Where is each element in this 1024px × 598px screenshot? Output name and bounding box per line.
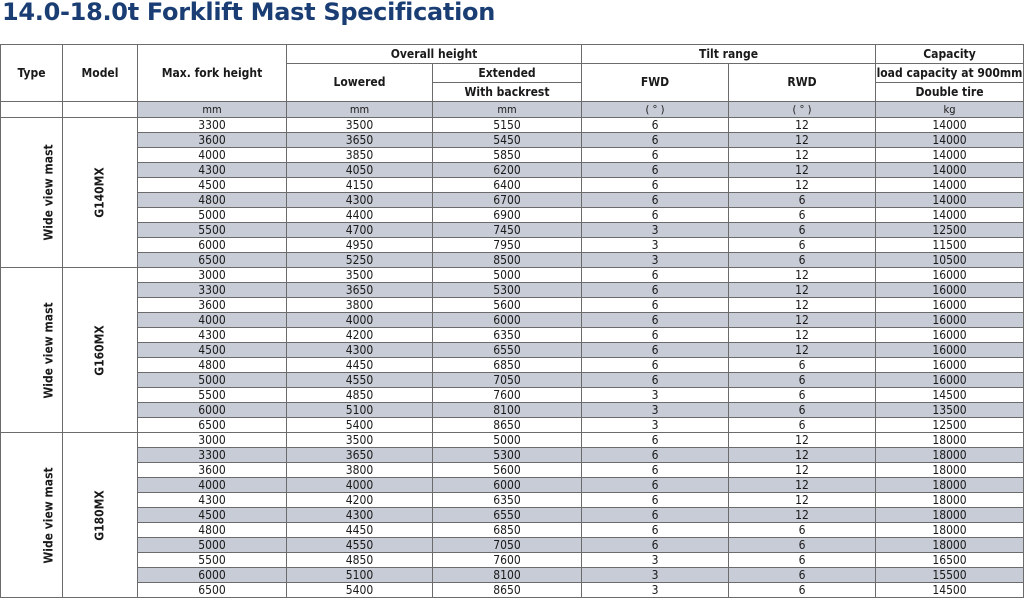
- table-cell: 16500: [876, 553, 1024, 568]
- table-cell: 16000: [876, 343, 1024, 358]
- table-row: [1, 208, 1024, 223]
- table-row: [1, 253, 1024, 268]
- mast-type-label: Wide view mast: [41, 466, 56, 564]
- table-cell: 18000: [876, 523, 1024, 538]
- table-cell: 3000: [138, 433, 287, 448]
- header-model: Model: [63, 45, 138, 102]
- table-cell: 6000: [138, 238, 287, 253]
- table-cell: 5000: [138, 373, 287, 388]
- table-row: [1, 538, 1024, 553]
- table-cell: 4300: [287, 508, 433, 523]
- table-cell: 6: [582, 433, 729, 448]
- table-cell: 12: [729, 133, 876, 148]
- table-cell: 3: [582, 418, 729, 433]
- table-row: [1, 583, 1024, 598]
- table-cell: 8650: [433, 583, 582, 598]
- spec-table-body: [1, 118, 1024, 598]
- table-cell: 18000: [876, 448, 1024, 463]
- mast-type-label: Wide view mast: [41, 301, 56, 399]
- table-row: [1, 478, 1024, 493]
- table-cell: 14000: [876, 118, 1024, 133]
- units-blank-type: [1, 102, 63, 118]
- table-cell: 14000: [876, 148, 1024, 163]
- table-cell: 6: [582, 118, 729, 133]
- table-cell: 5400: [287, 418, 433, 433]
- table-cell: 6: [582, 448, 729, 463]
- table-cell: 18000: [876, 478, 1024, 493]
- table-cell: 16000: [876, 268, 1024, 283]
- table-cell: 4300: [287, 343, 433, 358]
- model-label: G140MX: [92, 167, 107, 218]
- table-cell: 12: [729, 448, 876, 463]
- table-cell: 12: [729, 163, 876, 178]
- table-cell: 6200: [433, 163, 582, 178]
- table-cell: 6550: [433, 343, 582, 358]
- table-cell: 5300: [433, 448, 582, 463]
- table-cell: 3600: [138, 463, 287, 478]
- table-row: [1, 298, 1024, 313]
- table-cell: 6: [582, 283, 729, 298]
- table-cell: 16000: [876, 373, 1024, 388]
- table-cell: 3500: [287, 268, 433, 283]
- table-cell: 8650: [433, 418, 582, 433]
- table-cell: 3500: [287, 433, 433, 448]
- table-cell: 16000: [876, 328, 1024, 343]
- table-cell: 6500: [138, 418, 287, 433]
- table-cell: 6: [582, 193, 729, 208]
- table-row: [1, 388, 1024, 403]
- table-cell: 6: [582, 523, 729, 538]
- table-cell: 12: [729, 508, 876, 523]
- table-row: [1, 448, 1024, 463]
- table-cell: 12: [729, 178, 876, 193]
- group-model-cell: [63, 433, 138, 598]
- table-cell: 6000: [433, 313, 582, 328]
- table-cell: 4550: [287, 538, 433, 553]
- table-row: [1, 163, 1024, 178]
- table-row: [1, 343, 1024, 358]
- table-cell: 14000: [876, 208, 1024, 223]
- mast-spec-table: [0, 44, 1024, 598]
- table-row: [1, 268, 1024, 283]
- table-cell: 5500: [138, 388, 287, 403]
- table-cell: 6: [582, 208, 729, 223]
- header-tilt-range: Tilt range: [582, 45, 876, 64]
- table-cell: 4850: [287, 388, 433, 403]
- table-row: [1, 418, 1024, 433]
- header-lowered: Lowered: [287, 64, 433, 102]
- table-cell: 12500: [876, 223, 1024, 238]
- table-cell: 6850: [433, 358, 582, 373]
- table-row: [1, 358, 1024, 373]
- table-row: [1, 433, 1024, 448]
- table-cell: 3650: [287, 448, 433, 463]
- table-cell: 7050: [433, 373, 582, 388]
- model-label: G160MX: [92, 324, 107, 376]
- table-cell: 4000: [287, 313, 433, 328]
- table-cell: 3300: [138, 448, 287, 463]
- table-cell: 6: [582, 313, 729, 328]
- table-row: [1, 133, 1024, 148]
- table-cell: 5400: [287, 583, 433, 598]
- units-row: [1, 102, 1024, 118]
- table-cell: 6500: [138, 253, 287, 268]
- table-cell: 3: [582, 568, 729, 583]
- table-cell: 3: [582, 238, 729, 253]
- table-cell: 12: [729, 148, 876, 163]
- table-cell: 18000: [876, 493, 1024, 508]
- table-cell: 3600: [138, 298, 287, 313]
- table-cell: 6000: [138, 403, 287, 418]
- table-cell: 7050: [433, 538, 582, 553]
- table-cell: 4400: [287, 208, 433, 223]
- table-cell: 3: [582, 253, 729, 268]
- table-cell: 7600: [433, 553, 582, 568]
- table-cell: 4500: [138, 178, 287, 193]
- table-cell: 5300: [433, 283, 582, 298]
- table-cell: 5500: [138, 553, 287, 568]
- table-cell: 14500: [876, 388, 1024, 403]
- table-cell: 6: [729, 223, 876, 238]
- table-cell: 6000: [433, 478, 582, 493]
- table-row: [1, 178, 1024, 193]
- header-rwd: RWD: [729, 64, 876, 102]
- table-cell: 12: [729, 433, 876, 448]
- table-cell: 5450: [433, 133, 582, 148]
- unit-cell: ( ° ): [582, 102, 729, 118]
- group-type-cell: [1, 268, 63, 433]
- table-cell: 14000: [876, 133, 1024, 148]
- table-cell: 6: [729, 358, 876, 373]
- table-cell: 5250: [287, 253, 433, 268]
- table-cell: 4300: [138, 328, 287, 343]
- table-cell: 12500: [876, 418, 1024, 433]
- table-cell: 5000: [138, 208, 287, 223]
- table-cell: 15500: [876, 568, 1024, 583]
- table-cell: 12: [729, 268, 876, 283]
- table-row: [1, 568, 1024, 583]
- table-cell: 4800: [138, 523, 287, 538]
- table-cell: 6: [582, 493, 729, 508]
- table-cell: 6: [729, 538, 876, 553]
- unit-cell: mm: [433, 102, 582, 118]
- table-cell: 3650: [287, 133, 433, 148]
- table-cell: 4300: [138, 163, 287, 178]
- group-type-cell: [1, 433, 63, 598]
- table-cell: 6: [729, 553, 876, 568]
- table-cell: 5000: [433, 268, 582, 283]
- table-cell: 10500: [876, 253, 1024, 268]
- table-cell: 6: [729, 583, 876, 598]
- table-cell: 7600: [433, 388, 582, 403]
- table-cell: 12: [729, 343, 876, 358]
- header-double-tire: Double tire: [876, 83, 1024, 102]
- table-cell: 4550: [287, 373, 433, 388]
- table-cell: 6350: [433, 493, 582, 508]
- table-cell: 16000: [876, 358, 1024, 373]
- table-row: [1, 283, 1024, 298]
- table-row: [1, 193, 1024, 208]
- table-cell: 4800: [138, 358, 287, 373]
- group-type-cell: [1, 118, 63, 268]
- header-capacity: Capacity: [876, 45, 1024, 64]
- table-cell: 6: [582, 163, 729, 178]
- table-cell: 4000: [287, 478, 433, 493]
- table-cell: 4450: [287, 523, 433, 538]
- table-cell: 4850: [287, 553, 433, 568]
- unit-cell: kg: [876, 102, 1024, 118]
- group-model-cell: [63, 268, 138, 433]
- table-cell: 12: [729, 118, 876, 133]
- table-cell: 6: [582, 133, 729, 148]
- unit-cell: ( ° ): [729, 102, 876, 118]
- table-row: [1, 328, 1024, 343]
- table-cell: 5100: [287, 568, 433, 583]
- table-cell: 4000: [138, 478, 287, 493]
- mast-type-label: Wide view mast: [41, 144, 56, 241]
- table-cell: 4000: [138, 313, 287, 328]
- table-cell: 6: [582, 328, 729, 343]
- unit-cell: mm: [287, 102, 433, 118]
- table-cell: 4000: [138, 148, 287, 163]
- table-cell: 14000: [876, 178, 1024, 193]
- table-cell: 6500: [138, 583, 287, 598]
- table-cell: 7450: [433, 223, 582, 238]
- table-cell: 4450: [287, 358, 433, 373]
- table-cell: 6: [729, 568, 876, 583]
- table-cell: 18000: [876, 463, 1024, 478]
- header-overall-height: Overall height: [287, 45, 582, 64]
- table-cell: 4050: [287, 163, 433, 178]
- table-cell: 6: [729, 523, 876, 538]
- table-cell: 3: [582, 553, 729, 568]
- table-cell: 6400: [433, 178, 582, 193]
- table-cell: 6000: [138, 568, 287, 583]
- table-cell: 14500: [876, 583, 1024, 598]
- table-cell: 3: [582, 223, 729, 238]
- table-cell: 5850: [433, 148, 582, 163]
- table-row: [1, 373, 1024, 388]
- table-cell: 4800: [138, 193, 287, 208]
- table-cell: 11500: [876, 238, 1024, 253]
- table-cell: 5150: [433, 118, 582, 133]
- table-cell: 6: [582, 148, 729, 163]
- table-cell: 6: [729, 238, 876, 253]
- table-cell: 6: [729, 403, 876, 418]
- table-cell: 6: [582, 178, 729, 193]
- table-cell: 7950: [433, 238, 582, 253]
- table-cell: 14000: [876, 193, 1024, 208]
- table-cell: 3300: [138, 283, 287, 298]
- unit-cell: mm: [138, 102, 287, 118]
- table-cell: 4300: [138, 493, 287, 508]
- table-cell: 13500: [876, 403, 1024, 418]
- table-cell: 3: [582, 583, 729, 598]
- table-cell: 18000: [876, 508, 1024, 523]
- table-row: [1, 463, 1024, 478]
- table-cell: 3000: [138, 268, 287, 283]
- table-cell: 16000: [876, 283, 1024, 298]
- table-cell: 6: [729, 208, 876, 223]
- header-load-capacity: load capacity at 900mm: [876, 64, 1024, 83]
- table-cell: 16000: [876, 298, 1024, 313]
- table-row: [1, 148, 1024, 163]
- table-row: [1, 508, 1024, 523]
- table-cell: 3850: [287, 148, 433, 163]
- header-type: Type: [1, 45, 63, 102]
- table-row: [1, 238, 1024, 253]
- table-cell: 12: [729, 328, 876, 343]
- table-cell: 3600: [138, 133, 287, 148]
- table-cell: 4300: [287, 193, 433, 208]
- page-title: 14.0-18.0t Forklift Mast Specification: [2, 0, 495, 26]
- table-cell: 5600: [433, 298, 582, 313]
- table-cell: 5500: [138, 223, 287, 238]
- table-cell: 5100: [287, 403, 433, 418]
- table-cell: 6: [729, 388, 876, 403]
- table-cell: 6: [582, 343, 729, 358]
- table-cell: 12: [729, 298, 876, 313]
- table-cell: 6550: [433, 508, 582, 523]
- table-cell: 5000: [138, 538, 287, 553]
- table-cell: 12: [729, 478, 876, 493]
- table-cell: 6: [582, 373, 729, 388]
- table-cell: 6: [582, 478, 729, 493]
- table-cell: 4500: [138, 343, 287, 358]
- table-cell: 3800: [287, 463, 433, 478]
- table-row: [1, 553, 1024, 568]
- table-cell: 12: [729, 493, 876, 508]
- table-cell: 6: [729, 193, 876, 208]
- table-cell: 6350: [433, 328, 582, 343]
- table-cell: 6: [729, 373, 876, 388]
- header-fwd: FWD: [582, 64, 729, 102]
- table-cell: 4500: [138, 508, 287, 523]
- table-cell: 3500: [287, 118, 433, 133]
- table-cell: 6: [729, 418, 876, 433]
- units-blank-model: [63, 102, 138, 118]
- table-row: [1, 313, 1024, 328]
- table-cell: 8100: [433, 568, 582, 583]
- table-cell: 3300: [138, 118, 287, 133]
- table-row: [1, 403, 1024, 418]
- table-cell: 6: [729, 253, 876, 268]
- table-cell: 12: [729, 283, 876, 298]
- table-row: [1, 223, 1024, 238]
- table-cell: 3800: [287, 298, 433, 313]
- table-cell: 18000: [876, 433, 1024, 448]
- table-row: [1, 493, 1024, 508]
- table-cell: 4950: [287, 238, 433, 253]
- header-with-backrest: With backrest: [433, 83, 582, 102]
- table-cell: 8100: [433, 403, 582, 418]
- table-cell: 4200: [287, 328, 433, 343]
- table-cell: 3: [582, 403, 729, 418]
- table-cell: 6: [582, 463, 729, 478]
- table-cell: 6: [582, 538, 729, 553]
- table-cell: 6: [582, 508, 729, 523]
- table-cell: 14000: [876, 163, 1024, 178]
- table-cell: 4700: [287, 223, 433, 238]
- table-cell: 6: [582, 268, 729, 283]
- table-cell: 12: [729, 313, 876, 328]
- table-cell: 8500: [433, 253, 582, 268]
- model-label: G180MX: [92, 489, 107, 541]
- table-cell: 18000: [876, 538, 1024, 553]
- table-row: [1, 523, 1024, 538]
- table-cell: 12: [729, 463, 876, 478]
- table-cell: 6: [582, 358, 729, 373]
- table-cell: 6: [582, 298, 729, 313]
- table-row: [1, 118, 1024, 133]
- header-max-fork-height: Max. fork height: [138, 45, 287, 102]
- table-cell: 5000: [433, 433, 582, 448]
- table-cell: 6700: [433, 193, 582, 208]
- table-cell: 3: [582, 388, 729, 403]
- table-cell: 6850: [433, 523, 582, 538]
- table-cell: 5600: [433, 463, 582, 478]
- table-cell: 16000: [876, 313, 1024, 328]
- table-cell: 6900: [433, 208, 582, 223]
- table-cell: 4200: [287, 493, 433, 508]
- group-model-cell: [63, 118, 138, 268]
- table-cell: 4150: [287, 178, 433, 193]
- header-extended: Extended: [433, 64, 582, 83]
- table-cell: 3650: [287, 283, 433, 298]
